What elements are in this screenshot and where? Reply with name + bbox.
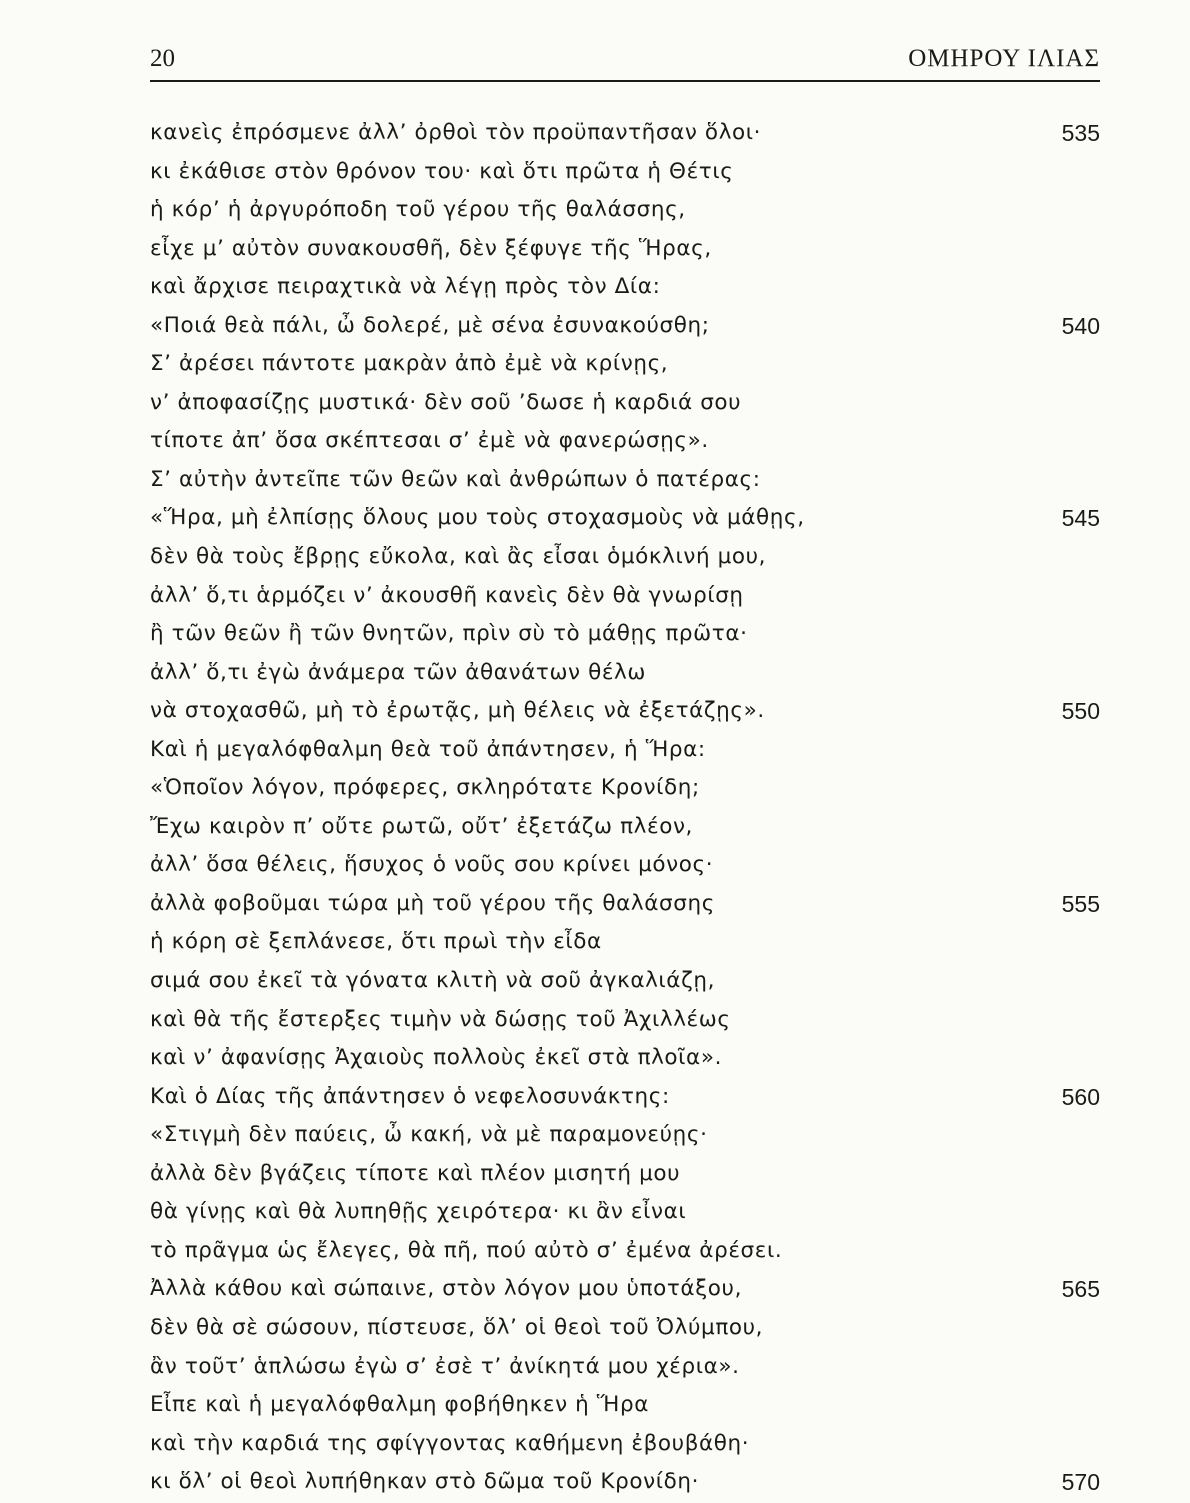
header-rule — [150, 80, 1100, 82]
verse-line — [150, 654, 1100, 693]
verse-text: ἀλλ’ ὅ,τι ἁρμόζει ν’ ἀκουσθῆ κανεὶς δὲν θὰ γνωρίσῃ — [150, 582, 744, 608]
verse-text: Καὶ ὁ Δίας τῆς ἀπάντησεν ὁ νεφελοσυνάκτης: — [150, 1083, 670, 1109]
line-number: 565 — [1061, 1276, 1100, 1303]
verse-line — [150, 808, 1100, 847]
verse-text: «Ὁποῖον λόγον, πρόφερες, σκληρότατε Κρονίδη; — [150, 775, 700, 801]
verse-line — [150, 307, 1100, 346]
verse-text: Ἀλλὰ κάθου καὶ σώπαινε, στὸν λόγον μου ὑποτάξου, — [150, 1276, 743, 1302]
verse-line — [150, 1270, 1100, 1309]
line-number: 540 — [1061, 312, 1100, 339]
verse-text: τὸ πρᾶγμα ὡς ἔλεγες, θὰ πῆ, πού αὐτὸ σ’ ἐμένα ἀρέσει. — [150, 1237, 783, 1263]
line-number: 555 — [1061, 890, 1100, 917]
verse-text: καὶ τὴν καρδιά της σφίγγοντας καθήμενη ἐβουβάθη· — [150, 1430, 750, 1456]
verse-line — [150, 1425, 1100, 1464]
verse-text: ἀλλὰ δὲν βγάζεις τίποτε καὶ πλέον μισητή μου — [150, 1160, 681, 1186]
verse-text: σιμά σου ἐκεῖ τὰ γόνατα κλιτὴ νὰ σοῦ ἀγκαλιάζῃ, — [150, 968, 716, 994]
verse-text: Σ’ αὐτὴν ἀντεῖπε τῶν θεῶν καὶ ἀνθρώπων ὁ πατέρας: — [150, 466, 761, 492]
verse-text: ἡ κόρη σὲ ξεπλάνεσε, ὅτι πρωὶ τὴν εἶδα — [150, 929, 602, 955]
verse-line — [150, 846, 1100, 885]
verse-text: «Ποιά θεὰ πάλι, ὦ δολερέ, μὲ σένα ἐσυνακούσθη; — [150, 312, 710, 338]
verse-text: Εἶπε καὶ ἡ μεγαλόφθαλμη φοβήθηκεν ἡ Ἥρα — [150, 1392, 649, 1418]
verse-text: ἀλλὰ φοβοῦμαι τώρα μὴ τοῦ γέρου τῆς θαλάσσης — [150, 890, 715, 916]
verse-text: Σ’ ἀρέσει πάντοτε μακρὰν ἀπὸ ἐμὲ νὰ κρίνῃς, — [150, 351, 669, 377]
verse-text: Ἔχω καιρὸν π’ οὔτε ρωτῶ, οὔτ’ ἐξετάζω πλέον, — [150, 813, 693, 839]
verse-line — [150, 461, 1100, 500]
line-number: 535 — [1061, 120, 1100, 146]
verse-text: Καὶ ἡ μεγαλόφθαλμη θεὰ τοῦ ἀπάντησεν, ἡ Ἥρα: — [150, 736, 706, 762]
verse-text: κι ἐκάθισε στὸν θρόνον του· καὶ ὅτι πρῶτα ἡ Θέτις — [150, 158, 734, 184]
verse-line — [150, 1309, 1100, 1348]
verse-text: εἶχε μ’ αὐτὸν συνακουσθῆ, δὲν ξέφυγε τῆς Ἥρας, — [150, 235, 712, 261]
verse-line — [150, 1386, 1100, 1425]
verse-text: καὶ θὰ τῆς ἔστερξες τιμὴν νὰ δώσῃς τοῦ Ἀχιλλέως — [150, 1006, 731, 1032]
verse-line — [150, 345, 1100, 384]
verse-text: «Ἥρα, μὴ ἐλπίσῃς ὅλους μου τοὺς στοχασμοὺς νὰ μάθῃς, — [150, 505, 805, 531]
verse-line — [150, 962, 1100, 1001]
line-number: 545 — [1061, 505, 1100, 532]
verse-line — [150, 538, 1100, 577]
verse-text: ν’ ἀποφασίζῃς μυστικά· δὲν σοῦ ’δωσε ἡ καρδιά σου — [150, 389, 742, 415]
verse-line — [150, 268, 1100, 307]
verse-text: καὶ ἄρχισε πειραχτικὰ νὰ λέγῃ πρὸς τὸν Δία: — [150, 274, 661, 300]
verse-line — [150, 615, 1100, 654]
verse-line — [150, 230, 1100, 269]
verse-text: θὰ γίνῃς καὶ θὰ λυπηθῇς χειρότερα· κι ἂν εἶναι — [150, 1199, 687, 1225]
verse-text: νὰ στοχασθῶ, μὴ τὸ ἐρωτᾷς, μὴ θέλεις νὰ ἐξετάζῃς». — [150, 698, 765, 724]
verse-text: κανεὶς ἐπρόσμενε ἀλλ’ ὀρθοὶ τὸν προϋπαντῆσαν ὅλοι· — [150, 120, 762, 145]
verse-line — [150, 692, 1100, 731]
verse-text: καὶ ν’ ἀφανίσῃς Ἀχαιοὺς πολλοὺς ἐκεῖ στὰ πλοῖα». — [150, 1045, 723, 1071]
verse-line — [150, 1232, 1100, 1271]
verse-line — [150, 1116, 1100, 1155]
verse-line — [150, 114, 1100, 153]
verse-text: τίποτε ἀπ’ ὅσα σκέπτεσαι σ’ ἐμὲ νὰ φανερώσῃς». — [150, 428, 709, 454]
verse-line — [150, 1155, 1100, 1194]
verse-text: ἢ τῶν θεῶν ἢ τῶν θνητῶν, πρὶν σὺ τὸ μάθῃς πρῶτα· — [150, 621, 748, 647]
verse-line — [150, 384, 1100, 423]
running-title: ΟΜΗΡΟΥ ΙΛΙΑΣ — [908, 45, 1100, 72]
verse-line — [150, 153, 1100, 192]
line-number: 570 — [1061, 1469, 1100, 1496]
verse-block — [150, 114, 1100, 1502]
verse-line — [150, 1463, 1100, 1502]
verse-text: ἀλλ’ ὅσα θέλεις, ἥσυχος ὁ νοῦς σου κρίνει μόνος· — [150, 852, 714, 878]
verse-line — [150, 731, 1100, 770]
page-number: 20 — [150, 45, 175, 72]
verse-line — [150, 1039, 1100, 1078]
verse-text: ἂν τοῦτ’ ἁπλώσω ἐγὼ σ’ ἐσὲ τ’ ἀνίκητά μου χέρια». — [150, 1353, 740, 1379]
page-header — [150, 42, 1100, 76]
verse-line — [150, 499, 1100, 538]
verse-line — [150, 191, 1100, 230]
verse-line — [150, 1348, 1100, 1387]
verse-line — [150, 885, 1100, 924]
verse-line — [150, 422, 1100, 461]
verse-line — [150, 769, 1100, 808]
verse-line — [150, 1001, 1100, 1040]
verse-line — [150, 1078, 1100, 1117]
verse-line — [150, 577, 1100, 616]
verse-text: ἀλλ’ ὅ,τι ἐγὼ ἀνάμερα τῶν ἀθανάτων θέλω — [150, 659, 646, 685]
verse-text: κι ὅλ’ οἱ θεοὶ λυπήθηκαν στὸ δῶμα τοῦ Κρονίδη· — [150, 1469, 700, 1495]
verse-line — [150, 1193, 1100, 1232]
verse-text: «Στιγμὴ δὲν παύεις, ὦ κακή, νὰ μὲ παραμονεύῃς· — [150, 1122, 708, 1148]
verse-text: δὲν θὰ σὲ σώσουν, πίστευσε, ὅλ’ οἱ θεοὶ τοῦ Ὀλύμπου, — [150, 1314, 764, 1340]
line-number: 550 — [1061, 698, 1100, 725]
line-number: 560 — [1061, 1083, 1100, 1110]
verse-text: δὲν θὰ τοὺς ἔβρῃς εὔκολα, καὶ ἂς εἶσαι ὁμόκλινή μου, — [150, 544, 767, 570]
verse-text: ἡ κόρ’ ἡ ἀργυρόποδη τοῦ γέρου τῆς θαλάσσης, — [150, 197, 686, 223]
verse-line — [150, 923, 1100, 962]
